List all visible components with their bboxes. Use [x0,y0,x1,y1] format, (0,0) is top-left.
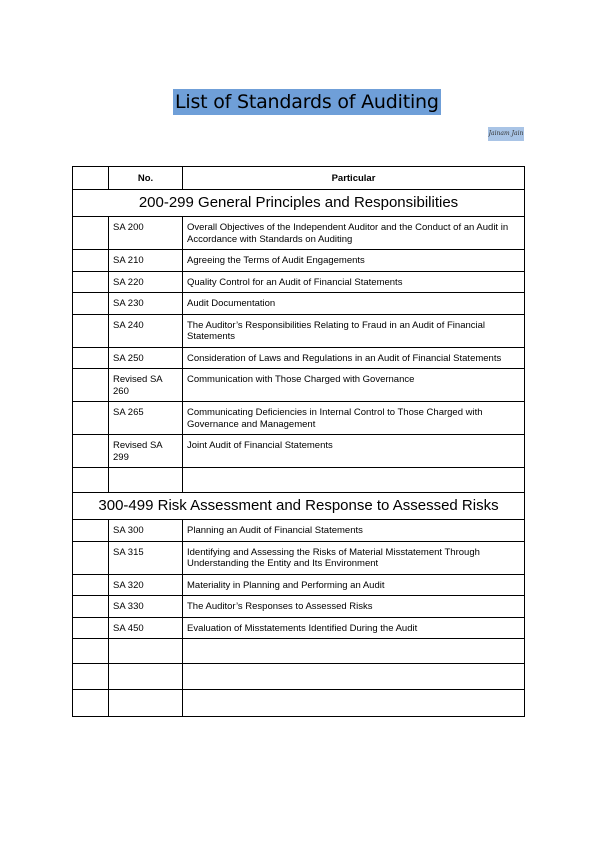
row-marker-cell [73,520,109,542]
table-row [73,293,525,315]
table-header-row [73,167,525,190]
row-marker-cell [73,435,109,468]
table-row [73,435,525,468]
standard-number: SA 210 [109,250,183,272]
standard-number [109,664,183,690]
standard-particular: Quality Control for an Audit of Financial Statements [183,271,525,293]
row-marker-cell [73,468,109,493]
standard-particular: Audit Documentation [183,293,525,315]
empty-row [73,468,525,493]
standard-particular: Agreeing the Terms of Audit Engagements [183,250,525,272]
table-row [73,596,525,618]
row-marker-cell [73,293,109,315]
standard-number: SA 230 [109,293,183,315]
standard-particular: Evaluation of Misstatements Identified During the Audit [183,617,525,639]
standard-particular: Planning an Audit of Financial Statements [183,520,525,542]
standard-particular: Identifying and Assessing the Risks of Material Misstatement Through Understanding the Entity and Its Environment [183,541,525,574]
table-row [73,402,525,435]
standard-number: Revised SA 260 [109,369,183,402]
standard-particular: Joint Audit of Financial Statements [183,435,525,468]
row-marker-cell [73,541,109,574]
page-title: List of Standards of Auditing [175,91,439,113]
header-particular: Particular [183,167,525,190]
standard-number: SA 300 [109,520,183,542]
section-heading-row [73,190,525,217]
standard-particular: Communication with Those Charged with Governance [183,369,525,402]
standard-particular [183,690,525,717]
row-marker-cell [73,271,109,293]
table-row [73,314,525,347]
row-marker-cell [73,617,109,639]
standard-particular [183,468,525,493]
standard-number: SA 250 [109,347,183,369]
standard-particular: Communicating Deficiencies in Internal Control to Those Charged with Governance and Management [183,402,525,435]
standard-number: SA 265 [109,402,183,435]
header-no: No. [109,167,183,190]
table-row [73,520,525,542]
table-row [73,541,525,574]
table-row [73,617,525,639]
standard-number: SA 450 [109,617,183,639]
standard-particular [183,639,525,664]
row-marker-cell [73,690,109,717]
row-marker-cell [73,664,109,690]
table-row [73,574,525,596]
row-marker-cell [73,250,109,272]
standard-number [109,690,183,717]
standard-number: SA 220 [109,271,183,293]
standard-number: SA 240 [109,314,183,347]
row-marker-cell [73,314,109,347]
standard-number: SA 200 [109,217,183,250]
standard-number [109,639,183,664]
table-row [73,250,525,272]
standard-particular: The Auditor’s Responsibilities Relating to Fraud in an Audit of Financial Statements [183,314,525,347]
table-row [73,369,525,402]
standards-table [72,166,525,717]
section-heading-row [73,493,525,520]
section-heading: 200-299 General Principles and Responsibilities [73,190,525,217]
row-marker-cell [73,217,109,250]
standard-particular: Consideration of Laws and Regulations in an Audit of Financial Statements [183,347,525,369]
standard-number: SA 330 [109,596,183,618]
table-row [73,271,525,293]
empty-row [73,664,525,690]
standard-particular: Materiality in Planning and Performing an Audit [183,574,525,596]
standard-number: SA 320 [109,574,183,596]
empty-row [73,639,525,664]
author-signature: Jainam Jain [488,127,524,141]
standard-number: Revised SA 299 [109,435,183,468]
standard-particular: Overall Objectives of the Independent Auditor and the Conduct of an Audit in Accordance with Standards on Auditing [183,217,525,250]
row-marker-cell [73,574,109,596]
row-marker-cell [73,369,109,402]
standard-particular: The Auditor’s Responses to Assessed Risks [183,596,525,618]
table-row [73,347,525,369]
row-marker-cell [73,596,109,618]
row-marker-cell [73,402,109,435]
standard-number [109,468,183,493]
standard-particular [183,664,525,690]
section-heading: 300-499 Risk Assessment and Response to Assessed Risks [73,493,525,520]
empty-row [73,690,525,717]
row-marker-cell [73,639,109,664]
table-row [73,217,525,250]
row-marker-cell [73,347,109,369]
header-blank [73,167,109,190]
standard-number: SA 315 [109,541,183,574]
